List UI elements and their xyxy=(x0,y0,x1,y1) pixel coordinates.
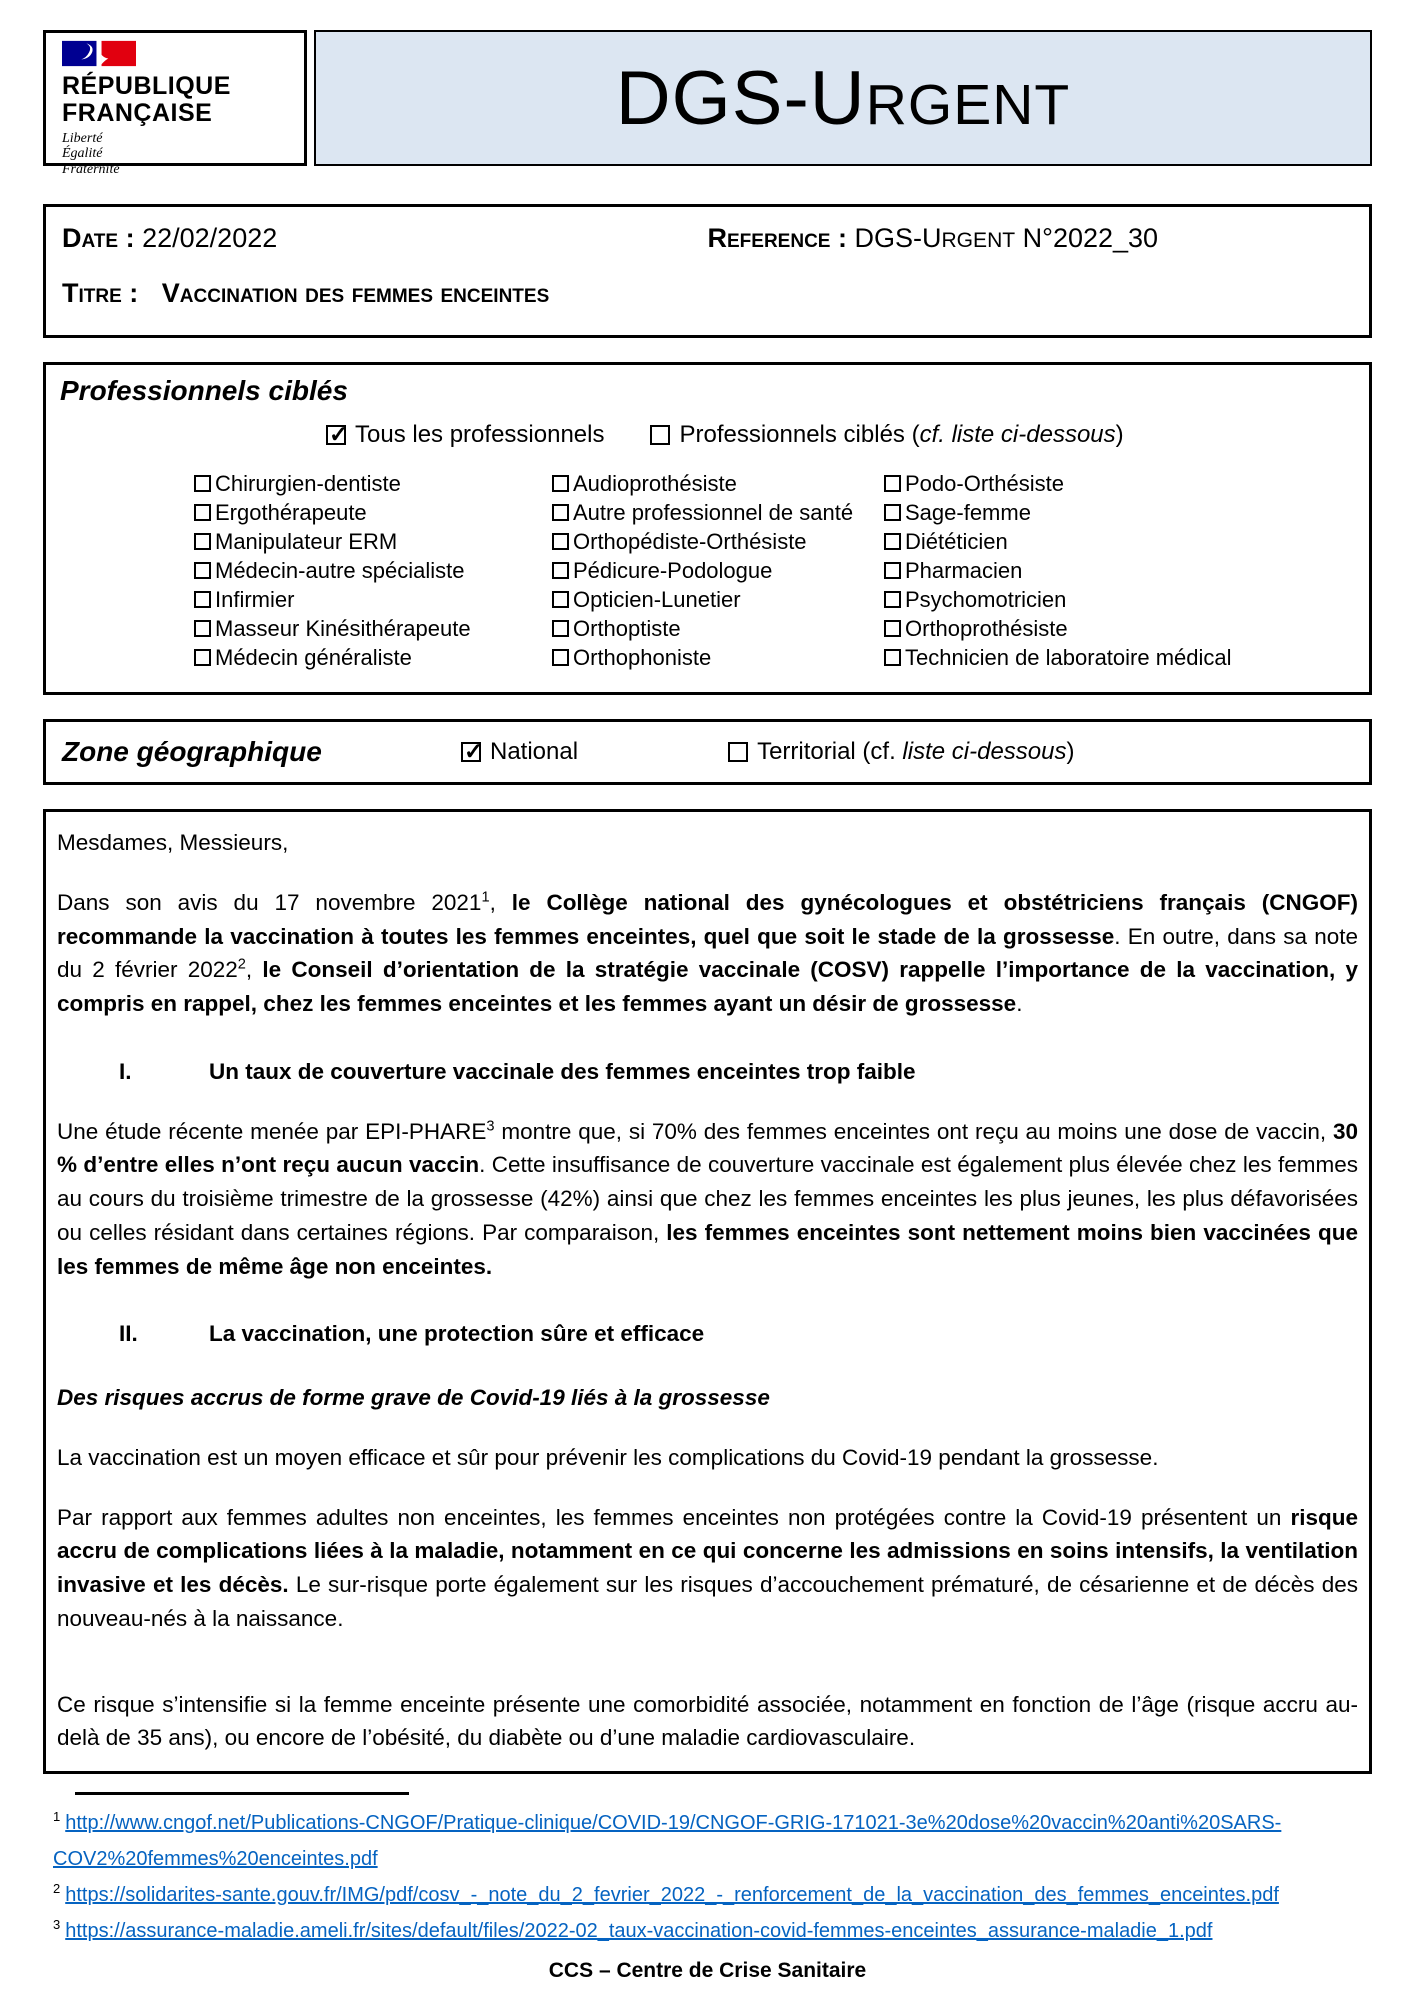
footnote-reference: 1 xyxy=(481,889,490,906)
profession-label: Psychomotricien xyxy=(905,587,1067,612)
checkbox-unchecked-icon[interactable] xyxy=(884,562,901,579)
option-national[interactable] xyxy=(461,738,578,766)
text-run: 30 % d’entre elles n’ont reçu aucun vaccin xyxy=(57,1118,1358,1178)
profession-option[interactable] xyxy=(552,527,884,556)
checkbox-unchecked-icon[interactable] xyxy=(552,591,569,608)
footnote-separator xyxy=(75,1792,409,1795)
checkbox-unchecked-icon[interactable] xyxy=(194,533,211,550)
checkbox-checked-icon[interactable] xyxy=(326,425,346,445)
profession-option[interactable] xyxy=(552,556,884,585)
text-run: Ce risque s’intensifie si la femme enceinte présente une comorbidité associée, notamment en fonction de l’âge (risque accru au-delà de 35 ans), ou encore de l’obésité, du diabète ou d’une maladie cardiovasculaire. xyxy=(57,1691,1358,1751)
profession-label: Manipulateur ERM xyxy=(215,529,398,554)
header xyxy=(43,30,1372,177)
profession-label: Orthopédiste-Orthésiste xyxy=(573,529,807,554)
footnote-marker: 3 xyxy=(53,1917,61,1933)
meta-box xyxy=(43,204,1372,338)
text-run: Le sur-risque porte également sur les risques d’accouchement prématuré, de césarienne et de décès des nouveau-nés à la naissance. xyxy=(57,1572,1358,1631)
republique-francaise-logo xyxy=(43,30,307,177)
body-content xyxy=(57,826,1358,1755)
text-run: Mesdames, Messieurs, xyxy=(57,830,289,855)
sub-heading: Des risques accrus de forme grave de Covid-19 liés à la grossesse xyxy=(57,1385,770,1410)
profession-label: Médecin-autre spécialiste xyxy=(215,558,465,583)
profession-option[interactable] xyxy=(884,585,1355,614)
footnote-marker: 1 xyxy=(53,1809,61,1825)
profession-label: Orthophoniste xyxy=(573,645,712,670)
section-heading xyxy=(57,1317,1358,1351)
professionnels-title: Professionnels ciblés xyxy=(60,375,348,406)
checkbox-unchecked-icon[interactable] xyxy=(884,533,901,550)
profession-option[interactable] xyxy=(884,614,1355,643)
body-paragraph xyxy=(57,826,1358,860)
option-territorial[interactable] xyxy=(728,738,1074,766)
reference-field xyxy=(708,223,1354,254)
profession-option[interactable] xyxy=(552,498,884,527)
text-run: Par rapport aux femmes adultes non enceintes, les femmes enceintes non protégées contre la Covid-19 présentent un xyxy=(57,1504,1291,1530)
logo-line-1: RÉPUBLIQUE xyxy=(62,72,231,100)
checkbox-unchecked-icon[interactable] xyxy=(552,649,569,666)
option-label: Professionnels ciblés (cf. liste ci-dessous) xyxy=(679,421,1124,448)
date-value: 22/02/2022 xyxy=(142,223,278,253)
dgs-urgent-banner xyxy=(314,30,1372,166)
motto-egalite: Égalité xyxy=(62,146,103,162)
profession-label: Sage-femme xyxy=(905,500,1031,525)
checkbox-checked-icon[interactable] xyxy=(461,742,481,762)
checkbox-unchecked-icon[interactable] xyxy=(884,475,901,492)
text-run: La vaccination est un moyen efficace et sûr pour prévenir les complications du Covid-19 pendant la grossesse. xyxy=(57,1444,1159,1470)
date-label: Date : xyxy=(62,223,135,253)
profession-label: Chirurgien-dentiste xyxy=(215,471,401,496)
profession-option[interactable] xyxy=(552,643,884,672)
footnote-reference: 2 xyxy=(237,956,246,973)
footer-text: CCS – Centre de Crise Sanitaire xyxy=(548,1959,867,1982)
professions-list xyxy=(60,469,1355,672)
footnote-link[interactable]: https://solidarites-sante.gouv.fr/IMG/pdf/cosv_-_note_du_2_fevrier_2022_-_renforcement_de_la_vaccination_des_femmes_enceintes.pdf xyxy=(65,1884,1279,1906)
checkbox-unchecked-icon[interactable] xyxy=(194,649,211,666)
profession-option[interactable] xyxy=(884,527,1355,556)
profession-option[interactable] xyxy=(552,585,884,614)
profession-option[interactable] xyxy=(884,556,1355,585)
option-professionnels-cibles[interactable] xyxy=(650,421,1123,449)
profession-label: Opticien-Lunetier xyxy=(573,587,741,612)
zone-section xyxy=(43,719,1372,785)
profession-option[interactable] xyxy=(194,614,552,643)
profession-label: Technicien de laboratoire médical xyxy=(905,645,1232,670)
profession-label: Masseur Kinésithérapeute xyxy=(215,616,471,641)
checkbox-unchecked-icon[interactable] xyxy=(194,562,211,579)
footnote xyxy=(53,1805,1372,1877)
profession-option[interactable] xyxy=(194,643,552,672)
body-paragraph xyxy=(57,886,1358,1021)
text-run: , xyxy=(245,957,263,983)
profession-label: Audioprothésiste xyxy=(573,471,737,496)
checkbox-unchecked-icon[interactable] xyxy=(884,649,901,666)
profession-option[interactable] xyxy=(194,498,552,527)
profession-option[interactable] xyxy=(194,527,552,556)
text-run: montre que, si 70% des femmes enceintes ont reçu au moins une dose de vaccin, xyxy=(494,1118,1333,1144)
profession-option[interactable] xyxy=(552,614,884,643)
profession-option[interactable] xyxy=(552,469,884,498)
body-box xyxy=(43,809,1372,1774)
heading-number: II. xyxy=(119,1321,138,1347)
footnote-link[interactable]: https://assurance-maladie.ameli.fr/sites/default/files/2022-02_taux-vaccination-covid-femmes-enceintes_assurance-maladie_1.pdf xyxy=(65,1920,1213,1942)
profession-label: Orthoptiste xyxy=(573,616,681,641)
reference-value: DGS-URGENT N°2022_30 xyxy=(854,223,1159,253)
body-paragraph xyxy=(57,1688,1358,1756)
checkbox-unchecked-icon[interactable] xyxy=(552,562,569,579)
profession-option[interactable] xyxy=(884,643,1355,672)
section-heading xyxy=(57,1055,1358,1089)
checkbox-unchecked-icon[interactable] xyxy=(552,475,569,492)
footnote-reference: 3 xyxy=(486,1118,495,1134)
titre-label: Titre : xyxy=(62,278,139,308)
checkbox-unchecked-icon[interactable] xyxy=(194,475,211,492)
text-run: le Conseil d’orientation de la stratégie vaccinale (COSV) rappelle l’importance de la vaccination, y compris en rappel, chez les femmes enceintes et les femmes ayant un désir de grossesse xyxy=(57,957,1358,1016)
profession-option[interactable] xyxy=(194,469,552,498)
profession-label: Ergothérapeute xyxy=(215,500,367,525)
date-field xyxy=(62,223,708,254)
checkbox-unchecked-icon[interactable] xyxy=(884,591,901,608)
body-paragraph xyxy=(57,1115,1358,1284)
profession-option[interactable] xyxy=(194,556,552,585)
option-label: National xyxy=(490,738,579,765)
checkbox-unchecked-icon[interactable] xyxy=(194,591,211,608)
footnote xyxy=(53,1913,1372,1949)
checkbox-unchecked-icon[interactable] xyxy=(884,620,901,637)
profession-label: Orthoprothésiste xyxy=(905,616,1068,641)
text-run: . Cette insuffisance de couverture vaccinale est également plus élevée chez les femmes au cours du troisième trimestre de la grossesse (42%) ainsi que chez les femmes enceintes les plus jeunes, les plus défavorisées ou celles résidant dans certaines régions. Par comparaison, xyxy=(57,1152,1358,1245)
professionnels-options xyxy=(326,421,1355,449)
zone-title: Zone géographique xyxy=(62,736,322,767)
option-tous-les-professionnels[interactable] xyxy=(326,421,604,449)
professionnels-section xyxy=(43,362,1372,695)
marianne-flag-icon xyxy=(62,40,136,67)
logo-motto xyxy=(62,131,290,177)
body-paragraph xyxy=(57,1441,1358,1475)
checkbox-unchecked-icon[interactable] xyxy=(650,425,670,445)
checkbox-unchecked-icon[interactable] xyxy=(552,533,569,550)
text-run: . xyxy=(1016,991,1023,1016)
text-run: Une étude récente menée par EPI-PHARE xyxy=(57,1118,487,1144)
text-run: Dans son avis du 17 novembre 2021 xyxy=(57,889,482,915)
profession-label: Podo-Orthésiste xyxy=(905,471,1064,496)
profession-label: Diététicien xyxy=(905,529,1008,554)
profession-label: Pharmacien xyxy=(905,558,1023,583)
text-run: risque accru de complications liées à la maladie, notamment en ce qui concerne les admissions en soins intensifs, la ventilation invasive et les décès. xyxy=(57,1504,1358,1597)
profession-label: Pédicure-Podologue xyxy=(573,558,773,583)
profession-option[interactable] xyxy=(884,469,1355,498)
profession-option[interactable] xyxy=(194,585,552,614)
footnote xyxy=(53,1877,1372,1913)
checkbox-unchecked-icon[interactable] xyxy=(194,504,211,521)
checkbox-unchecked-icon[interactable] xyxy=(194,620,211,637)
text-run: le Collège national des gynécologues et obstétriciens français (CNGOF) recommande la vaccination à toutes les femmes enceintes, quel que soit le stade de la grossesse xyxy=(57,889,1358,949)
checkbox-unchecked-icon[interactable] xyxy=(728,742,748,762)
motto-liberte: Liberté xyxy=(62,131,103,146)
profession-option[interactable] xyxy=(884,498,1355,527)
footnotes xyxy=(43,1805,1372,1949)
titre-field xyxy=(62,278,1353,309)
reference-label: Reference : xyxy=(707,223,847,253)
profession-label: Infirmier xyxy=(215,587,295,612)
professions-column xyxy=(884,469,1355,672)
logo-line-2: FRANÇAISE xyxy=(62,98,213,127)
checkbox-unchecked-icon[interactable] xyxy=(884,504,901,521)
heading-text: La vaccination, une protection sûre et efficace xyxy=(209,1321,705,1347)
heading-text: Un taux de couverture vaccinale des femmes enceintes trop faible xyxy=(209,1058,916,1084)
professions-column xyxy=(552,469,884,672)
banner-title: DGS-URGENT xyxy=(615,55,1071,141)
body-paragraph xyxy=(57,1501,1358,1636)
checkbox-unchecked-icon[interactable] xyxy=(552,504,569,521)
option-label: Territorial (cf. liste ci-dessous) xyxy=(757,738,1075,765)
professions-column xyxy=(194,469,552,672)
motto-fraternite: Fraternité xyxy=(62,161,120,177)
profession-label: Médecin généraliste xyxy=(215,645,412,670)
option-label: Tous les professionnels xyxy=(355,421,605,448)
heading-number: I. xyxy=(119,1058,132,1084)
footnote-link[interactable]: http://www.cngof.net/Publications-CNGOF/Pratique-clinique/COVID-19/CNGOF-GRIG-171021-3e%20dose%20vaccin%20anti%20SARS-COV2%20femmes%20enceintes.pdf xyxy=(53,1812,1282,1870)
titre-value: Vaccination des femmes enceintes xyxy=(161,278,550,308)
footnote-marker: 2 xyxy=(53,1881,61,1897)
checkbox-unchecked-icon[interactable] xyxy=(552,620,569,637)
profession-label: Autre professionnel de santé xyxy=(573,500,854,525)
footer xyxy=(43,1959,1372,1983)
text-run: . En outre, dans sa note du 2 février 2022 xyxy=(57,923,1358,983)
text-run: les femmes enceintes sont nettement moins bien vaccinées que les femmes de même âge non enceintes. xyxy=(57,1219,1358,1279)
text-run: , xyxy=(489,889,512,915)
